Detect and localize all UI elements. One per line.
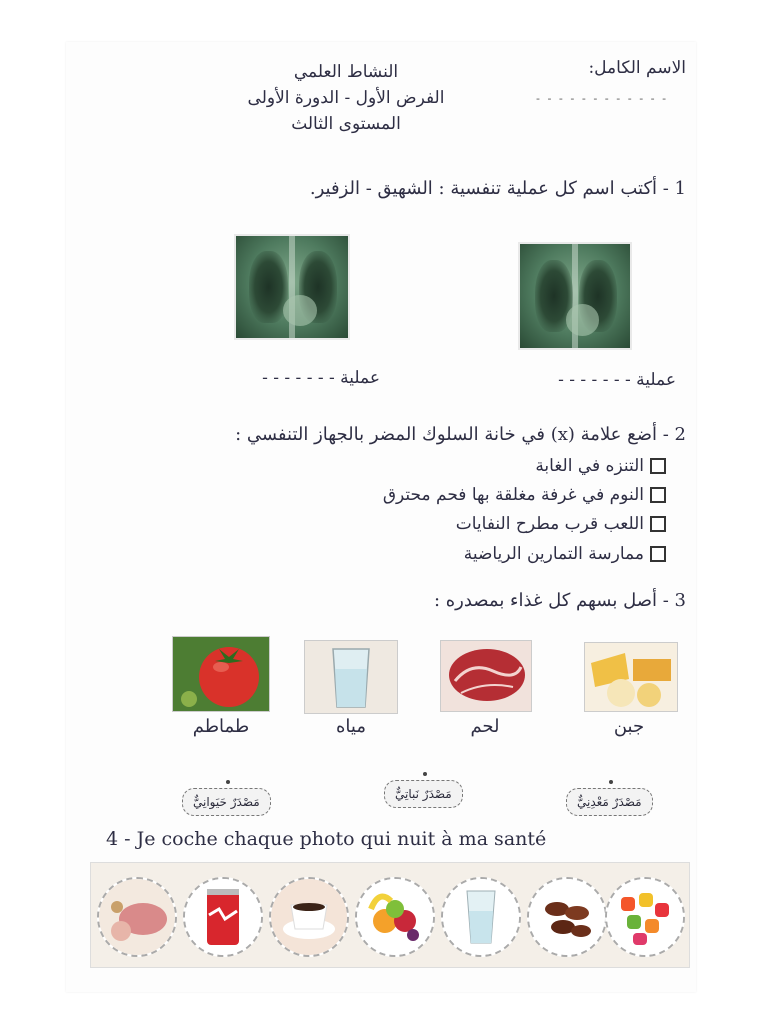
checklist-item[interactable]: اللعب قرب مطرح النفايات — [326, 514, 666, 534]
question-3-title: 3 - أصل بسهم كل غذاء بمصدره : — [433, 590, 686, 611]
checkbox[interactable] — [650, 487, 666, 503]
checkbox[interactable] — [650, 516, 666, 532]
subject-title: النشاط العلمي — [293, 62, 399, 82]
answer-left[interactable]: عملية - - - - - - - — [262, 368, 380, 388]
source-mineral-tag[interactable]: مَصْدَرٌ مَعْدِنِيٌّ — [566, 788, 653, 816]
question-1-title: 1 - أكتب اسم كل عملية تنفسية : الشهيق - الزفير. — [309, 178, 686, 199]
exam-title: الفرض الأول - الدورة الأولى — [247, 88, 445, 108]
dates-icon[interactable] — [527, 877, 607, 957]
source-animal-tag[interactable]: مَصْدَرٌ حَيَوانِيٌّ — [182, 788, 271, 816]
tomato-image[interactable] — [172, 636, 270, 712]
answer-right[interactable]: عملية - - - - - - - — [558, 370, 676, 390]
checkbox[interactable] — [650, 546, 666, 562]
health-photo-strip — [90, 862, 690, 968]
sausage-icon[interactable] — [97, 877, 177, 957]
xray-image-left — [234, 234, 350, 340]
water-glass-icon[interactable] — [441, 877, 521, 957]
question-4-title: 4 - Je coche chaque photo qui nuit à ma santé — [106, 828, 547, 850]
full-name-field[interactable]: - - - - - - - - - - - - — [536, 92, 669, 105]
question-2-title: 2 - أضع علامة (x) في خانة السلوك المضر بالجهاز التنفسي : — [235, 424, 686, 445]
coffee-cup-icon[interactable] — [269, 877, 349, 957]
meat-image[interactable] — [440, 640, 532, 712]
source-plant-tag[interactable]: مَصْدَرٌ نَباتِيٌّ — [384, 780, 463, 808]
checkbox[interactable] — [650, 458, 666, 474]
candy-icon[interactable] — [605, 877, 685, 957]
cheese-image[interactable] — [584, 642, 678, 712]
worksheet — [66, 42, 696, 992]
water-glass-image[interactable] — [304, 640, 398, 714]
food-label-tomato: طماطم — [192, 716, 250, 737]
food-label-water: مياه — [336, 716, 366, 737]
full-name-label: الاسم الكامل: — [588, 58, 686, 78]
xray-image-right — [518, 242, 632, 350]
soda-can-icon[interactable] — [183, 877, 263, 957]
fruit-basket-icon[interactable] — [355, 877, 435, 957]
level-title: المستوى الثالث — [291, 114, 401, 134]
checklist-item[interactable]: النوم في غرفة مغلقة بها فحم محترق — [266, 485, 666, 505]
checklist-item[interactable]: التنزه في الغابة — [366, 456, 666, 476]
food-label-meat: لحم — [470, 716, 500, 737]
checklist-item[interactable]: ممارسة التمارين الرياضية — [306, 544, 666, 564]
food-label-cheese: جبن — [613, 716, 645, 737]
